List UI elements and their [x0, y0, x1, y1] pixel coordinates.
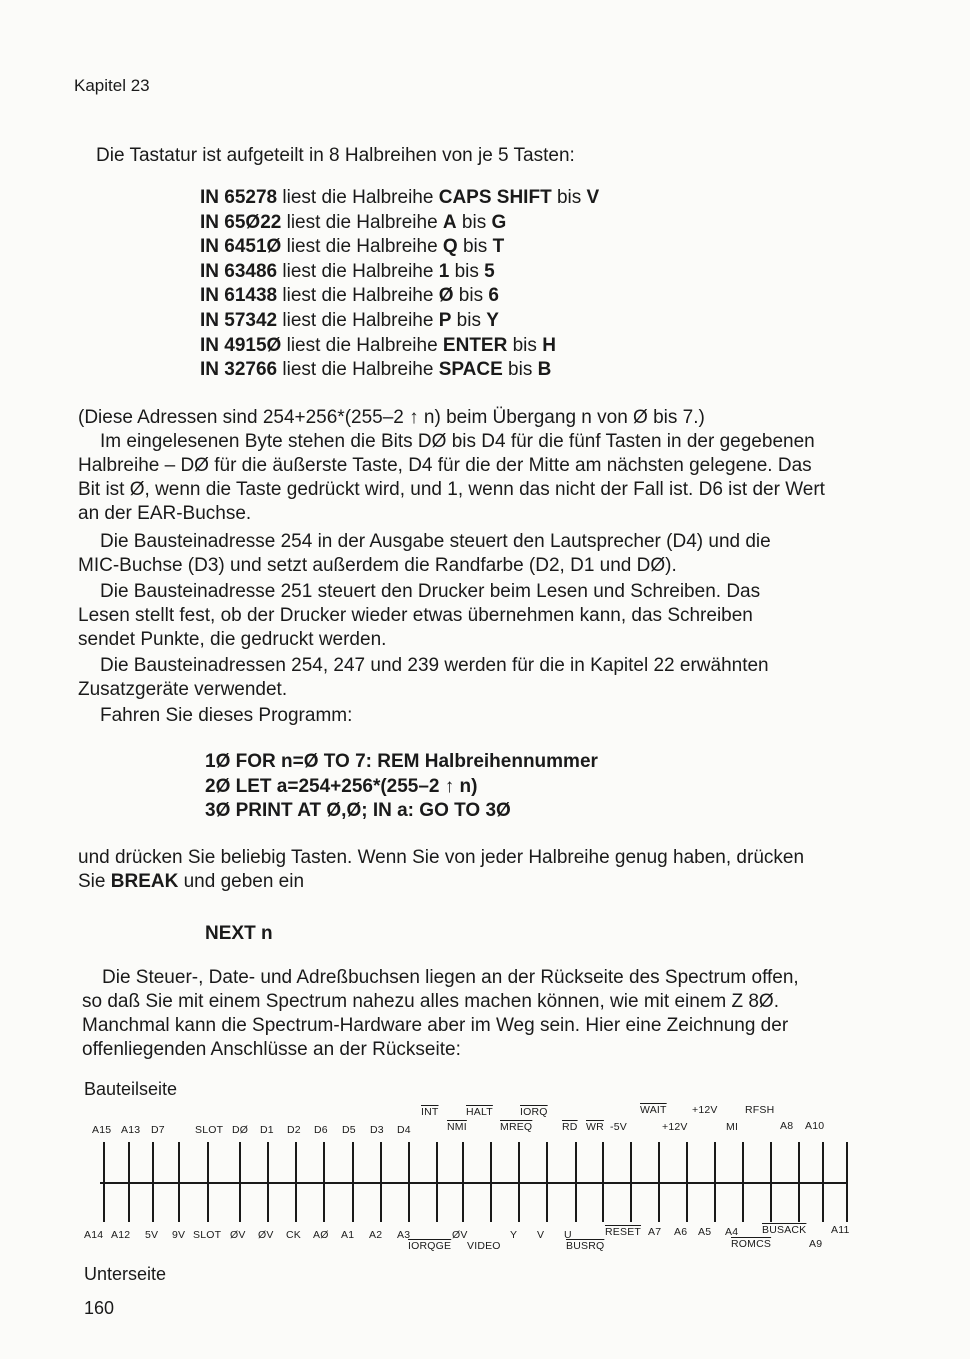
halfrow-from-key: A — [442, 211, 457, 233]
halfrow-from-key: Ø — [438, 285, 454, 307]
pin-label-d7: D7 — [151, 1124, 165, 1136]
connector-pin — [128, 1142, 130, 1222]
halfrow-command: IN 4915Ø — [200, 334, 282, 356]
paragraph-line: Die Bausteinadresse 251 steuert den Drucker beim Lesen und Schreiben. Das — [100, 581, 761, 602]
pin-label-a5: A5 — [698, 1226, 712, 1238]
paragraph-line: Zusatzgeräte verwendet. — [78, 679, 288, 700]
halfrow-from-key: ENTER — [442, 334, 508, 356]
paragraph-line: offenliegenden Anschlüsse an der Rückseite: — [82, 1039, 461, 1060]
halfrow-text: bis — [453, 285, 489, 307]
connector-pin — [602, 1142, 604, 1222]
program-line: 2Ø LET a=254+256*(255–2 ↑ n) — [205, 775, 478, 797]
connector-pin — [352, 1142, 354, 1222]
next-command: NEXT n — [205, 923, 273, 944]
pin-label-12v: +12V — [662, 1121, 688, 1133]
pin-label-5v: 5V — [145, 1229, 159, 1241]
connector-pin — [380, 1142, 382, 1222]
pin-label-a12: A12 — [111, 1229, 131, 1241]
connector-pin — [658, 1142, 660, 1222]
halfrow-to-key: H — [542, 334, 556, 356]
pin-label-a15: A15 — [92, 1124, 112, 1136]
paragraph-line: so daß Sie mit einem Spectrum nahezu alles machen können, wie mit einem Z 8Ø. — [82, 991, 779, 1012]
pin-label-d0: DØ — [232, 1124, 249, 1136]
halfrow-from-key: SPACE — [438, 359, 503, 381]
pin-label-slot-top: SLOT — [195, 1124, 224, 1136]
halfrow-command: IN 57342 — [200, 309, 278, 331]
paragraph-line: Im eingelesenen Byte stehen die Bits DØ bis D4 für die fünf Tasten in der gegebenen — [100, 431, 815, 452]
pin-label-int: $\overline{INT}$ — [421, 1106, 439, 1118]
halfrow-to-key: 6 — [488, 285, 499, 307]
halfrow-text: liest die Halbreihe — [277, 309, 439, 331]
connector-pin — [546, 1142, 548, 1222]
connector-pin — [846, 1142, 848, 1222]
pin-label-ck: CK — [286, 1229, 301, 1241]
connector-pin — [490, 1142, 492, 1222]
pin-label-9v: 9V — [172, 1229, 186, 1241]
connector-pin — [714, 1142, 716, 1222]
pin-label-slot-bottom: SLOT — [193, 1229, 222, 1241]
halfrow-text: bis — [507, 334, 543, 356]
connector-pin — [462, 1142, 464, 1222]
halfrow-command: IN 65Ø22 — [200, 211, 282, 233]
pin-label-nmi: $\overline{NMI}$ — [447, 1121, 467, 1133]
paragraph-line: Die Bausteinadresse 254 in der Ausgabe steuert den Lautsprecher (D4) und die — [100, 531, 771, 552]
pin-label-iorq: IORQ — [520, 1106, 548, 1118]
halfrow-from-key: Q — [442, 236, 458, 258]
halfrow-text: liest die Halbreihe — [277, 187, 439, 208]
chapter-header: Kapitel 23 — [74, 76, 150, 95]
pin-label-iorqge: IORQGE — [408, 1240, 452, 1252]
connector-pin — [575, 1142, 577, 1222]
connector-bottom-title: Unterseite — [84, 1264, 167, 1284]
pin-label-d6: D6 — [314, 1124, 328, 1136]
pin-label-a0: AØ — [313, 1229, 329, 1241]
halfrow-text: bis — [551, 187, 587, 208]
paragraph-line: Lesen stellt fest, ob der Drucker wieder etwas übernehmen kann, das Schreiben — [78, 605, 753, 626]
halfrow-to-key: 5 — [484, 260, 495, 282]
pin-label-a1: A1 — [341, 1229, 355, 1241]
intro-text: Die Tastatur ist aufgeteilt in 8 Halbreihen von je 5 Tasten: — [96, 145, 575, 166]
pin-label-halt: HALT — [466, 1106, 493, 1118]
connector-pin — [770, 1142, 772, 1222]
connector-bus-line — [100, 1182, 846, 1184]
pin-label-reset: RESET — [605, 1226, 642, 1238]
paragraph-addresses: (Diese Adressen sind 254+256*(255–2 ↑ n) beim Übergang n von Ø bis 7.) — [78, 407, 705, 428]
pin-label-d3: D3 — [370, 1124, 384, 1136]
pin-label-0v-c: ØV — [452, 1229, 468, 1241]
paragraph-line: und drücken Sie beliebig Tasten. Wenn Sie von jeder Halbreihe genug haben, drücken — [78, 847, 805, 868]
paragraph-line: an der EAR-Buchse. — [78, 503, 252, 524]
pin-label-video: VIDEO — [467, 1240, 501, 1252]
connector-pin — [267, 1142, 269, 1222]
pin-label-a10: A10 — [805, 1120, 825, 1132]
page-number: 160 — [84, 1298, 115, 1318]
connector-pin — [207, 1142, 209, 1222]
paragraph-line: Die Steuer-, Date- und Adreßbuchsen liegen an der Rückseite des Spectrum offen, — [102, 967, 799, 988]
pin-label-busack: BUSACK — [762, 1224, 807, 1236]
pin-label-12v-top: +12V — [692, 1104, 718, 1116]
program-line: 1Ø FOR n=Ø TO 7: REM Halbreihennummer — [205, 751, 598, 772]
pin-label-0v-b: ØV — [258, 1229, 274, 1241]
connector-pin — [822, 1142, 824, 1222]
pin-label-a4: A4 — [725, 1226, 739, 1238]
halfrow-text: liest die Halbreihe — [281, 236, 443, 258]
paragraph-line: Manchmal kann die Spectrum-Hardware aber im Weg sein. Hier eine Zeichnung der — [82, 1015, 789, 1036]
pin-label-y: Y — [510, 1229, 518, 1241]
connector-pin — [686, 1142, 688, 1222]
break-key: BREAK — [110, 871, 179, 892]
program-line: 3Ø PRINT AT Ø,Ø; IN a: GO TO 3Ø — [205, 800, 511, 822]
pin-label-0v-a: ØV — [230, 1229, 246, 1241]
pin-label-a13: A13 — [121, 1124, 141, 1136]
halfrow-text: bis — [456, 211, 492, 233]
pin-label-mi: MI — [726, 1121, 739, 1133]
pin-label-a11: A11 — [831, 1224, 850, 1236]
connector-pin — [408, 1142, 410, 1222]
halfrow-text: liest die Halbreihe — [277, 359, 439, 381]
halfrow-to-key: B — [537, 359, 552, 381]
halfrow-text: liest die Halbreihe — [277, 260, 439, 282]
pin-label-mreq: MREQ — [500, 1121, 533, 1133]
halfrow-to-key: G — [491, 211, 507, 233]
halfrow-command: IN 6451Ø — [200, 236, 282, 258]
pin-label-a14: A14 — [84, 1229, 104, 1241]
connector-pin — [323, 1142, 325, 1222]
halfrow-text: liest die Halbreihe — [281, 334, 443, 356]
connector-pin — [239, 1142, 241, 1222]
connector-top-title: Bauteilseite — [84, 1079, 178, 1099]
halfrow-text: liest die Halbreihe — [281, 211, 443, 233]
halfrow-text: bis — [451, 309, 487, 331]
paragraph-line: MIC-Buchse (D3) und setzt außerdem die Randfarbe (D2, D1 und DØ). — [78, 555, 677, 576]
pin-label-a2: A2 — [369, 1229, 383, 1241]
pin-label-busrq: BUSRQ — [566, 1240, 605, 1252]
halfrow-from-key: 1 — [438, 260, 450, 282]
paragraph-line: Sie BREAK und geben ein — [78, 871, 305, 892]
halfrow-text: bis — [449, 260, 485, 282]
halfrow-to-key: V — [586, 187, 600, 208]
halfrow-from-key: P — [438, 309, 452, 331]
halfrow-command: IN 65278 — [200, 187, 278, 208]
pin-label-wr: $\overline{WR}$ — [586, 1121, 604, 1133]
connector-pin — [152, 1142, 154, 1222]
pin-label-a8: A8 — [780, 1120, 794, 1132]
pin-label-a6: A6 — [674, 1226, 688, 1238]
pin-label-minus5v: -5V — [610, 1121, 627, 1133]
halfrow-text: liest die Halbreihe — [277, 285, 439, 307]
pin-label-rd: $\overline{RD}$ — [562, 1121, 578, 1133]
pin-label-a7: A7 — [648, 1226, 662, 1238]
pin-label-d5: D5 — [342, 1124, 356, 1136]
pin-label-u: U — [564, 1229, 572, 1241]
paragraph-line: Halbreihe – DØ für die äußerste Taste, D4 für die der Mitte am nächsten gelegene. Das — [78, 455, 812, 476]
pin-label-d2: D2 — [287, 1124, 301, 1136]
connector-pin — [518, 1142, 520, 1222]
paragraph-run-program: Fahren Sie dieses Programm: — [100, 705, 353, 726]
paragraph-line: Die Bausteinadressen 254, 247 und 239 werden für die in Kapitel 22 erwähnten — [100, 655, 769, 676]
pin-label-a9: A9 — [809, 1238, 823, 1250]
connector-pin — [798, 1142, 800, 1222]
halfrow-command: IN 61438 — [200, 285, 278, 307]
halfrow-to-key: Y — [486, 309, 499, 331]
pin-label-d4: D4 — [397, 1124, 411, 1136]
halfrow-to-key: T — [492, 236, 505, 258]
connector-pin — [630, 1142, 632, 1222]
halfrow-text: bis — [502, 359, 538, 381]
halfrow-from-key: CAPS SHIFT — [438, 187, 552, 208]
paragraph-line: Bit ist Ø, wenn die Taste gedrückt wird, und 1, wenn das nicht der Fall ist. D6 ist der Wert — [78, 479, 825, 500]
connector-pin — [742, 1142, 744, 1222]
connector-pin — [178, 1142, 180, 1222]
halfrow-text: bis — [457, 236, 493, 258]
connector-pin — [103, 1142, 105, 1222]
pin-label-a3: A3 — [397, 1229, 411, 1241]
pin-label-v: V — [537, 1229, 545, 1241]
paragraph-line: sendet Punkte, die gedruckt werden. — [78, 629, 387, 650]
pin-label-wait: WAIT — [640, 1104, 667, 1116]
connector-pin — [436, 1142, 438, 1222]
halfrow-command: IN 63486 — [200, 260, 278, 282]
pin-label-romcs: ROMCS — [731, 1238, 772, 1250]
halfrow-command: IN 32766 — [200, 359, 278, 381]
connector-pin — [295, 1142, 297, 1222]
pin-label-rfsh: RFSH — [745, 1104, 775, 1116]
pin-label-d1: D1 — [260, 1124, 274, 1136]
